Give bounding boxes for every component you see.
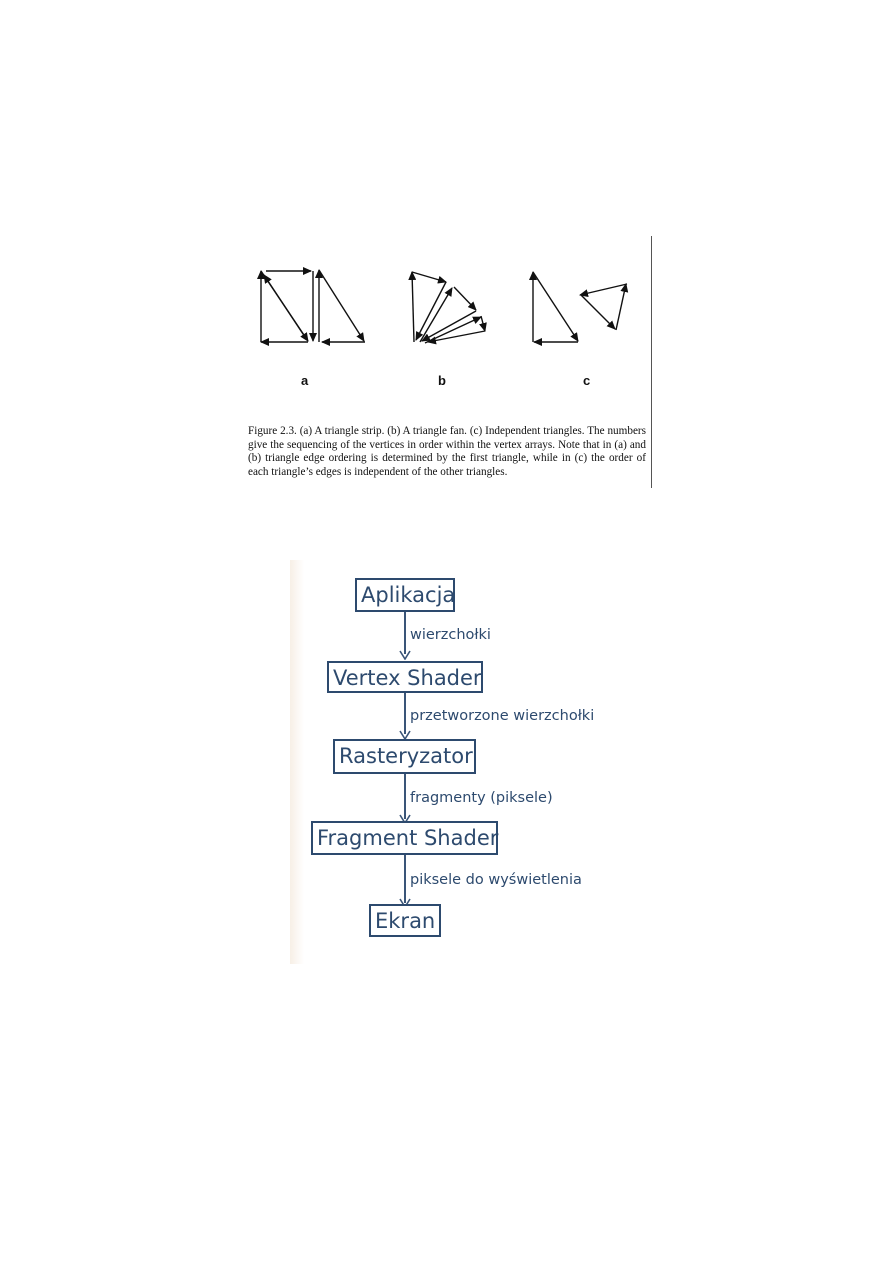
stage-label: Ekran (375, 909, 436, 933)
triangle-figure (0, 0, 893, 520)
stage-label: Rasteryzator (339, 744, 473, 768)
pipeline-diagram (290, 560, 610, 964)
panel-b-triangle-fan (412, 272, 485, 343)
stage-label: Aplikacja (361, 583, 456, 607)
edge-line-4 (404, 855, 406, 903)
panel-label-b: b (438, 373, 446, 388)
edge-label-fragmenty: fragmenty (piksele) (410, 790, 553, 806)
stage-vertex-shader (327, 661, 483, 693)
figure-caption: Figure 2.3. (a) A triangle strip. (b) A triangle fan. (c) Independent triangles. The numbers give the sequencing of the vertices in order within the vertex arrays. Note that in (a) and (b) triangle edge ordering is determined by the first triangle, while in (c) the order of each triangle’s edges is independent of the other triangles. (248, 425, 646, 478)
panel-a-triangle-strip (261, 270, 365, 342)
edge-label-piksele-do-wyswietlenia: piksele do wyświetlenia (410, 872, 582, 888)
panel-label-c: c (583, 373, 591, 388)
edge-label-wierzcholki: wierzchołki (410, 627, 491, 643)
edge-line-3 (404, 774, 406, 819)
stage-label: Fragment Shader (317, 826, 499, 850)
edge-label-przetworzone-wierzcholki: przetworzone wierzchołki (410, 708, 595, 724)
background-fade (290, 560, 304, 964)
figure-divider (651, 236, 652, 488)
edge-line-2 (404, 693, 406, 734)
panel-c-independent-triangles (533, 272, 627, 342)
stage-rasteryzator (333, 739, 476, 774)
edge-line-1 (404, 612, 406, 654)
stage-fragment-shader (311, 821, 498, 855)
stage-label: Vertex Shader (333, 666, 482, 690)
stage-aplikacja (355, 578, 455, 612)
stage-ekran (369, 904, 441, 937)
panel-label-a: a (301, 373, 309, 388)
